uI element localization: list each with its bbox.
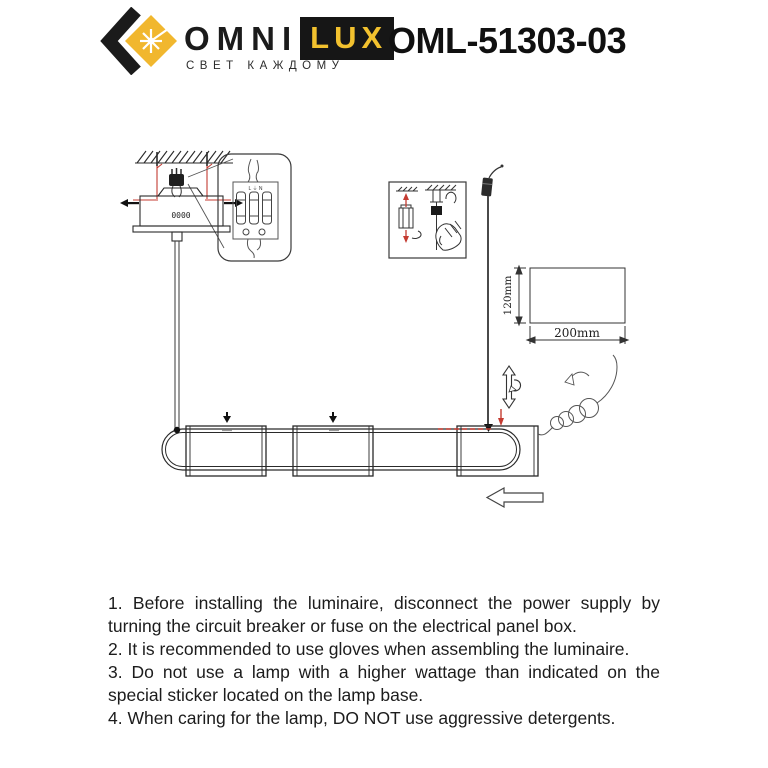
adjust-direction-arrows: [403, 193, 409, 243]
dim-width-label: 200mm: [554, 326, 600, 340]
terminal-labels: L ⏚ N: [248, 186, 263, 192]
header: [0, 0, 768, 110]
model-number: OML-51303-03: [388, 20, 627, 61]
terminal-block: [237, 192, 272, 235]
canopy-marking-label: 0000: [171, 211, 191, 220]
lamp-shade-sections: [186, 426, 538, 476]
brand-name-lux: LUX: [300, 17, 394, 60]
hand-drawing: [436, 221, 461, 250]
instructions-block: [108, 592, 660, 730]
ceiling-hatch: [137, 151, 230, 163]
brand-name-omni: OMNI: [184, 19, 299, 57]
instruction-item-4: 4. When caring for the lamp, DO NOT use aggressive detergents.: [108, 708, 616, 728]
brand-tagline: СВЕТ КАЖДОМУ: [186, 60, 345, 72]
suspension-wire-left: [175, 241, 179, 428]
wire-connector: [169, 168, 184, 197]
instruction-item-1: 1. Before installing the luminaire, disconnect the power supply by turning the circuit breaker or fuse on the electrical panel box.: [108, 593, 660, 636]
brand-logo-icon: [98, 7, 180, 75]
slide-direction-arrow: [487, 488, 543, 507]
rotate-arrow-icon: [565, 372, 589, 385]
instruction-item-2: 2. It is recommended to use gloves when assembling the luminaire.: [108, 639, 630, 659]
coiled-cable: [538, 355, 617, 435]
installation-diagram: [0, 130, 768, 590]
red-attach-arrow: [498, 409, 504, 426]
dim-height-label: 120mm: [502, 275, 514, 316]
ceiling-mount-diagram: [120, 151, 243, 428]
terminal-callout-box: [218, 154, 291, 261]
instruction-item-3: 3. Do not use a lamp with a higher wattage than indicated on the special sticker located on the lamp base.: [108, 662, 660, 705]
suspension-cord-right: [481, 165, 503, 433]
brand-logo: [98, 7, 388, 77]
canopy-dimensions-drawing: [502, 266, 628, 344]
updown-adjust-arrow: [503, 366, 521, 408]
lamp-body-drawing: [162, 409, 538, 476]
attachment-point-arrows: [223, 412, 337, 423]
cord-adjuster-detail-box: [389, 182, 466, 258]
